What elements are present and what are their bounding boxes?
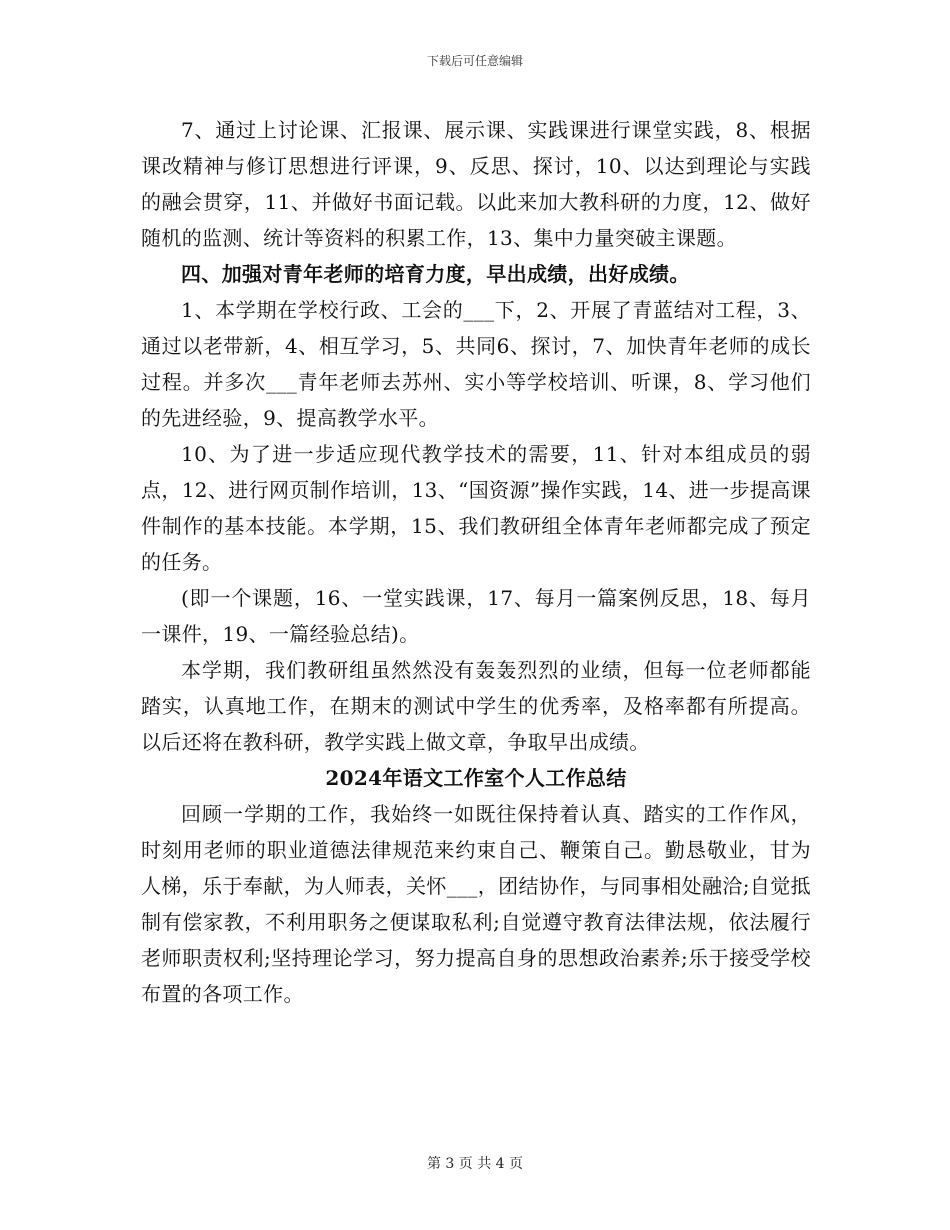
document-title: 2024年语文工作室个人工作总结 (325, 766, 627, 790)
paragraph-courseware-training: 10、为了进一步适应现代教学技术的需要，11、针对本组成员的弱点，12、进行网页制作培训，13、“国资源”操作实践，14、进一步提高课件制作的基本技能。本学期，15、我们教研组全体青年老师都完成了预定的任务。 (141, 442, 811, 574)
document-body (141, 112, 811, 1012)
paragraph-semester-summary: 本学期，我们教研组虽然然没有轰轰烈烈的业绩，但每一位老师都能踏实，认真地工作，在期末的测试中学生的优秀率，及格率都有所提高。以后还将在教科研，教学实践上做文章，争取早出成绩。 (141, 658, 811, 754)
paragraph-tasks-list: (即一个课题，16、一堂实践课，17、每月一篇案例反思，18、每月一课件，19、一篇经验总结)。 (141, 586, 811, 646)
page-header: 下载后可任意编辑 (426, 54, 523, 68)
page-number: 第 3 页 共 4 页 (426, 1156, 524, 1172)
paragraph-young-teachers: 1、本学期在学校行政、工会的___下，2、开展了青蓝结对工程，3、通过以老带新，4、相互学习，5、共同6、探讨，7、加快青年老师的成长过程。并多次___青年老师去苏州、实小等学校培训、听课，8、学习他们的先进经验，9、提高教学水平。 (141, 298, 811, 430)
paragraph-teaching-practice: 7、通过上讨论课、汇报课、展示课、实践课进行课堂实践，8、根据课改精神与修订思想进行评课，9、反思、探讨，10、以达到理论与实践的融会贯穿，11、并做好书面记载。以此来加大教科研的力度，12、做好随机的监测、统计等资料的积累工作，13、集中力量突破主课题。 (141, 118, 811, 250)
paragraph-review: 回顾一学期的工作，我始终一如既往保持着认真、踏实的工作作风，时刻用老师的职业道德法律规范来约束自己、鞭策自己。勤恳敬业，甘为人梯，乐于奉献，为人师表，关怀___，团结协作，与同事相处融洽;自觉抵制有偿家教，不利用职务之便谋取私利;自觉遵守教育法律法规，依法履行老师职责权利;坚持理论学习，努力提高自身的思想政治素养;乐于接受学校布置的各项工作。 (141, 802, 811, 1006)
section-heading-four: 四、加强对青年老师的培育力度，早出成绩，出好成绩。 (181, 262, 690, 286)
